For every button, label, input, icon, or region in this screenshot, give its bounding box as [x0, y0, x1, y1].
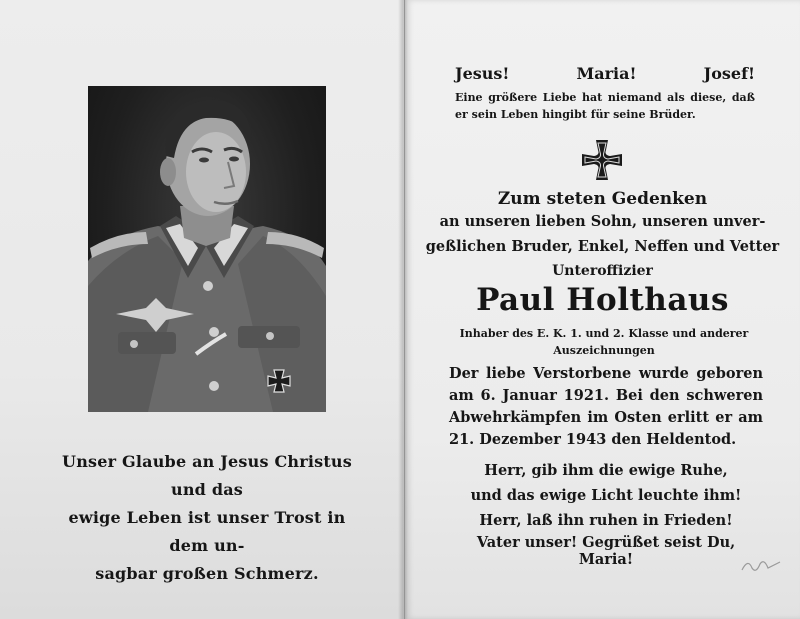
invocation-maria: Maria!: [576, 64, 637, 83]
faith-line: sagbar großen Schmerz.: [95, 564, 319, 583]
card-fold: [398, 0, 408, 619]
invocation-josef: Josef!: [703, 64, 755, 83]
faith-text: [48, 448, 366, 588]
invocation-jesus: Jesus!: [455, 64, 510, 83]
faith-line: Unser Glaube an Jesus Christus und das: [62, 452, 352, 499]
prayer-text: [449, 458, 763, 533]
deceased-name: Paul Holthaus: [476, 282, 729, 318]
closing-prayer: Vater unser! Gegrüßet seist Du, Maria!: [476, 534, 736, 568]
prayer-line: Herr, gib ihm die ewige Ruhe,: [484, 462, 728, 479]
rank-label: Unteroffizier: [552, 263, 653, 279]
pencil-mark: [740, 556, 784, 576]
invocation-row: [455, 64, 755, 83]
faith-line: ewige Leben ist unser Trost in dem un-: [68, 508, 346, 555]
iron-cross-icon: [580, 138, 624, 182]
scripture-quote: Eine größere Liebe hat niemand als diese, daß er sein Leben hingibt für seine Brüder.: [455, 91, 755, 121]
prayer-line: Herr, laß ihn ruhen in Frieden!: [479, 512, 733, 529]
dedication-line: geßlichen Bruder, Enkel, Neffen und Vetter: [425, 238, 780, 255]
dedication-line: an unseren lieben Sohn, unseren unver-: [439, 213, 766, 230]
portrait-illustration: [88, 86, 326, 412]
soldier-portrait-photo: [88, 86, 326, 412]
memorial-heading: Zum steten Gedenken: [497, 189, 708, 209]
right-card-panel: [405, 0, 800, 619]
biography-text: Der liebe Verstorbene wurde geboren am 6. Januar 1921. Bei den schweren Abwehrkämpfen im Osten erlitt er am 21. Dezember 1943 den Heldentod.: [449, 365, 763, 448]
awards-text: Inhaber des E. K. 1. und 2. Klasse und anderer Auszeichnungen: [459, 327, 749, 357]
prayer-line: und das ewige Licht leuchte ihm!: [470, 487, 742, 504]
